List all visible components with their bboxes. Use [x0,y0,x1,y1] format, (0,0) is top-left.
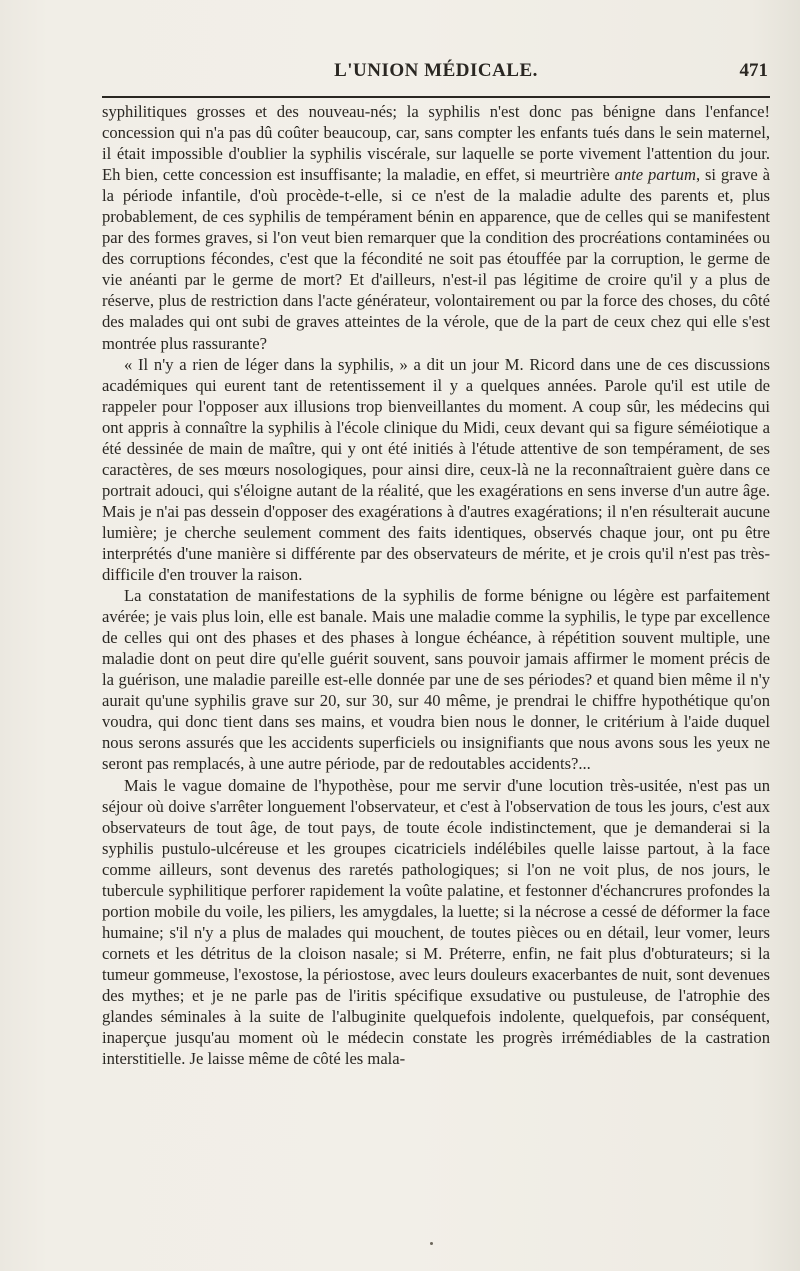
print-speck [430,1242,433,1245]
paragraph-text: , si grave à la période infantile, d'où procède-t-elle, si ce n'est de la maladie adulte des parents et, plus probablement, de ces syphilis de tempérament bénin en apparence, que de celles qui se manifestent par des formes graves, si l'on veut bien remarquer que la condition des procréations contaminées ou des corruptions fécondes, c'est que la fécondité ne soit pas étouffée par la corruption, le germe de vie anéanti par le germe de mort? Et d'ailleurs, n'est-il pas légitime de croire qu'il y a plus de réserve, plus de restriction dans l'acte générateur, volontairement ou par la force des choses, du côté des malades qui ont subi de graves atteintes de la vérole, que de la part de ceux chez qui elle s'est montrée plus rassurante? [102,165,770,353]
paragraph [102,101,770,354]
running-title: L'UNION MÉDICALE. [334,60,538,81]
paragraph [102,354,770,586]
page-number: 471 [739,60,768,81]
header-rule [102,96,770,98]
paragraph-italic: ante partum [614,165,696,185]
paragraph-text: La constatation de manifestations de la syphilis de forme bénigne ou légère est parfaitement avérée; je vais plus loin, elle est banale. Mais une maladie comme la syphilis, le type par excellence de celles qui ont des phases et des phases à longue échéance, à répétition souvent multiple, une maladie dont on peut dire qu'elle guérit souvent, sans pouvoir jamais affirmer le moment précis de la guérison, une maladie pareille est-elle donnée par une de ses périodes? et quand bien même il n'y aurait qu'une syphilis grave sur 20, sur 30, sur 40 même, je prendrai le chiffre hypothétique qu'on voudra, qui donc tient dans ses mains, et voudra bien nous le donner, le critérium à l'aide duquel nous serons assurés que les accidents superficiels ou insignifiants que nous avons sous les yeux ne seront pas remplacés, à une autre période, par de redoutables accidents?... [102,586,770,774]
paragraph-text: Mais le vague domaine de l'hypothèse, pour me servir d'une locution très-usitée, n'est pas un séjour où doive s'arrêter longuement l'observateur, et c'est à l'observation de tous les jours, c'est aux observateurs de tout âge, de tout pays, de toute école indistinctement, que je demanderai si la syphilis pustulo-ulcéreuse et les groupes cicatriciels indélébiles quelle laisse partout, à la face comme ailleurs, sont devenus des raretés pathologiques; si l'on ne voit plus, de nos jours, le tubercule syphilitique perforer rapidement la voûte palatine, et festonner d'échancrures profondes la portion mobile du voile, les piliers, les amygdales, la luette; si la nécrose a cessé de déformer la face humaine; s'il n'y a plus de malades qui mouchent, de toutes pièces ou en détail, leur vomer, leurs cornets et les détritus de la cloison nasale; si M. Préterre, enfin, ne fait plus d'obturateurs; si la tumeur gommeuse, l'exostose, la périostose, avec leurs douleurs exacerbantes de nuit, sont devenues des mythes; et je ne parle pas de l'iritis spécifique exsudative ou pustuleuse, de l'atrophie des glandes séminales à la suite de l'albuginite quelquefois indolente, quelquefois, par conséquent, inaperçue jusqu'au moment où le médecin constate les progrès irrémédiables de la castration interstitielle. Je laisse même de côté les mala- [102,775,770,1069]
page-header [102,58,770,88]
paragraph-text: syphilitiques grosses et des nouveau-nés; la syphilis n'est donc pas bénigne dans l'enfance! concession qui n'a pas dû coûter beaucoup, car, sans compter les enfants tués dans le sein maternel, il était impossible d'oublier la syphilis viscérale, sur laquelle se porte vivement l'attention du jour. Eh bien, cette concession est insuffisante; la maladie, en effet, si meurtrière [102,102,770,185]
paragraph-text: « Il n'y a rien de léger dans la syphilis, » a dit un jour M. Ricord dans une de ces discussions académiques qui eurent tant de retentissement il y a quelques années. Parole qu'il est utile de rappeler pour l'opposer aux illusions trop bienveillantes du moment. A coup sûr, les médecins qui ont appris à connaître la syphilis à l'école clinique du Midi, ceux devant qui sa figure séméiotique a été dessinée de main de maître, qui y ont été initiés à l'étude attentive de son tempérament, de ses caractères, de ses mœurs nosologiques, pour ainsi dire, ceux-là ne la reconnaîtraient guère dans ce portrait adouci, qui s'éloigne autant de la réalité, que les exagérations en sens inverse d'un autre âge. Mais je n'ai pas dessein d'opposer des exagérations à d'autres exagérations; il n'en résulterait aucune lumière; je cherche seulement comment des faits identiques, observés chaque jour, ont pu être interprétés d'une manière si différente par des observateurs de mérite, et je crois qu'il n'est pas très-difficile d'en trouver la raison. [102,354,770,585]
article-body [102,101,770,1069]
paragraph [102,585,770,774]
paragraph [102,775,770,1070]
